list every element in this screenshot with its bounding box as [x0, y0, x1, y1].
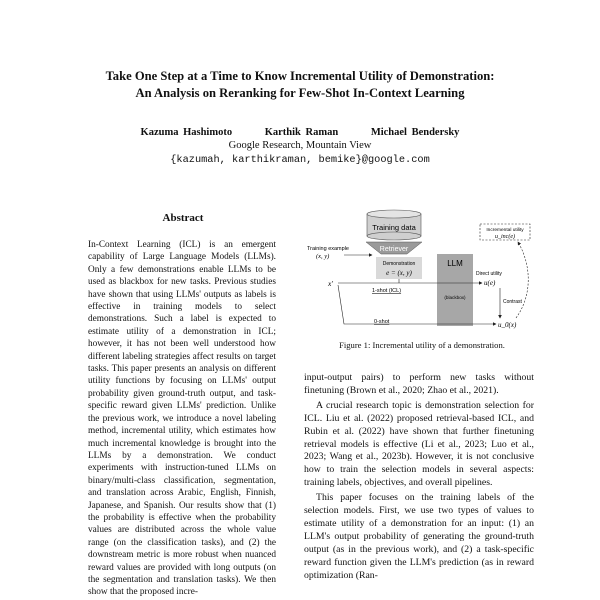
training-data-label: Training data — [372, 223, 416, 232]
title-line-2: An Analysis on Reranking for Few-Shot In-Context Learning — [135, 86, 465, 100]
zero-shot-utility-math: u_0(x) — [498, 321, 517, 329]
zero-shot-label: 0-shot — [374, 319, 390, 325]
figure-caption: Figure 1: Incremental utility of a demonstration. — [339, 340, 505, 350]
training-example-math: (x, y) — [316, 253, 330, 260]
direct-utility-math: u(e) — [484, 279, 496, 287]
abstract-text: In-Context Learning (ICL) is an emergent capability of Large Language Models (LLMs). Only a few demonstrations enable LLMs to be used as blackbox for new tasks. Previous studies have shown that using LLMs' outputs as labels is effective in training models to select demonstrations. Such a label is expected to estimate utility of a demonstration in ICL; however, it has not been well understood how different labeling strategies affect results on target tasks. This paper presents an analysis on different utility functions by focusing on LLMs' output probability given ground-truth output, and task-specific reward given LLMs' prediction. Unlike the previous work, we introduce a novel labeling method, incremental utility, which estimates how much incremental knowledge is brought into the LLMs by a demonstration. We conduct experiments with instruction-tuned LLMs on binary/multi-class classification, segmentation, and translation across Arabic, English, Finnish, Japanese, and Spanish. Our results show that (1) the probability is effective when the probability values are distributed across the whole value range (on the classification tasks), and (2) the downstream metric is more robust when nuanced reward values are provided with long outputs (on the segmentation and translation tasks). We then show that the proposed incre- — [88, 240, 276, 598]
demonstration-label: Demonstration — [382, 261, 416, 267]
affiliation: Google Research, Mountain View — [228, 140, 372, 151]
blackbox-label: (blackbox) — [444, 295, 466, 300]
demonstration-math: e = (x, y) — [386, 269, 412, 277]
llm-label: LLM — [447, 259, 463, 268]
x-prime-math: x' — [328, 279, 333, 288]
author-emails: {kazumah, karthikraman, bemike}@google.com — [170, 154, 430, 166]
title-line-1: Take One Step at a Time to Know Incremental Utility of Demonstration: — [105, 69, 495, 83]
abstract-heading: Abstract — [162, 212, 204, 224]
author-1: Kazuma Hashimoto — [140, 127, 233, 138]
incremental-utility-label: Incremental utility — [486, 228, 524, 233]
author-2: Karthik Raman — [264, 127, 339, 138]
paragraph-3: This paper focuses on the training labels of the selection models. First, we use two types of values to estimate utility of a demonstration for an input: (1) an LLM's output probability of generating the ground-truth output (as in the previous work), and (2) a task-specific reward function given the LLM's prediction (as in reward optimization (Ran- — [304, 492, 534, 581]
direct-utility-label: Direct utility — [476, 271, 502, 277]
figure-1-diagram — [304, 206, 534, 336]
retriever-label: Retriever — [379, 246, 409, 253]
author-list — [0, 127, 600, 138]
author-3: Michael Bendersky — [370, 127, 460, 138]
paragraph-1: input-output pairs) to perform new tasks without finetuning (Brown et al., 2020; Zhao et al., 2021). — [304, 372, 534, 396]
incremental-utility-math: u_inc(e) — [495, 234, 515, 240]
training-example-label: Training example — [307, 246, 349, 252]
one-shot-label: 1-shot (ICL) — [372, 288, 402, 294]
contrast-label: Contrast — [503, 299, 522, 305]
right-column — [304, 372, 534, 585]
paragraph-2: A crucial research topic is demonstration selection for ICL. Liu et al. (2022) proposed retrieval-based ICL, and Rubin et al. (2022) have shown that further finetuning retrieval models is effective (Li et al., 2023; Luo et al., 2023; Wang et al., 2023b). However, it is not conclusive how to train the selection models in several aspects: training labels, objectives, and overall pipelines. — [304, 399, 534, 489]
paper-title — [40, 68, 560, 102]
